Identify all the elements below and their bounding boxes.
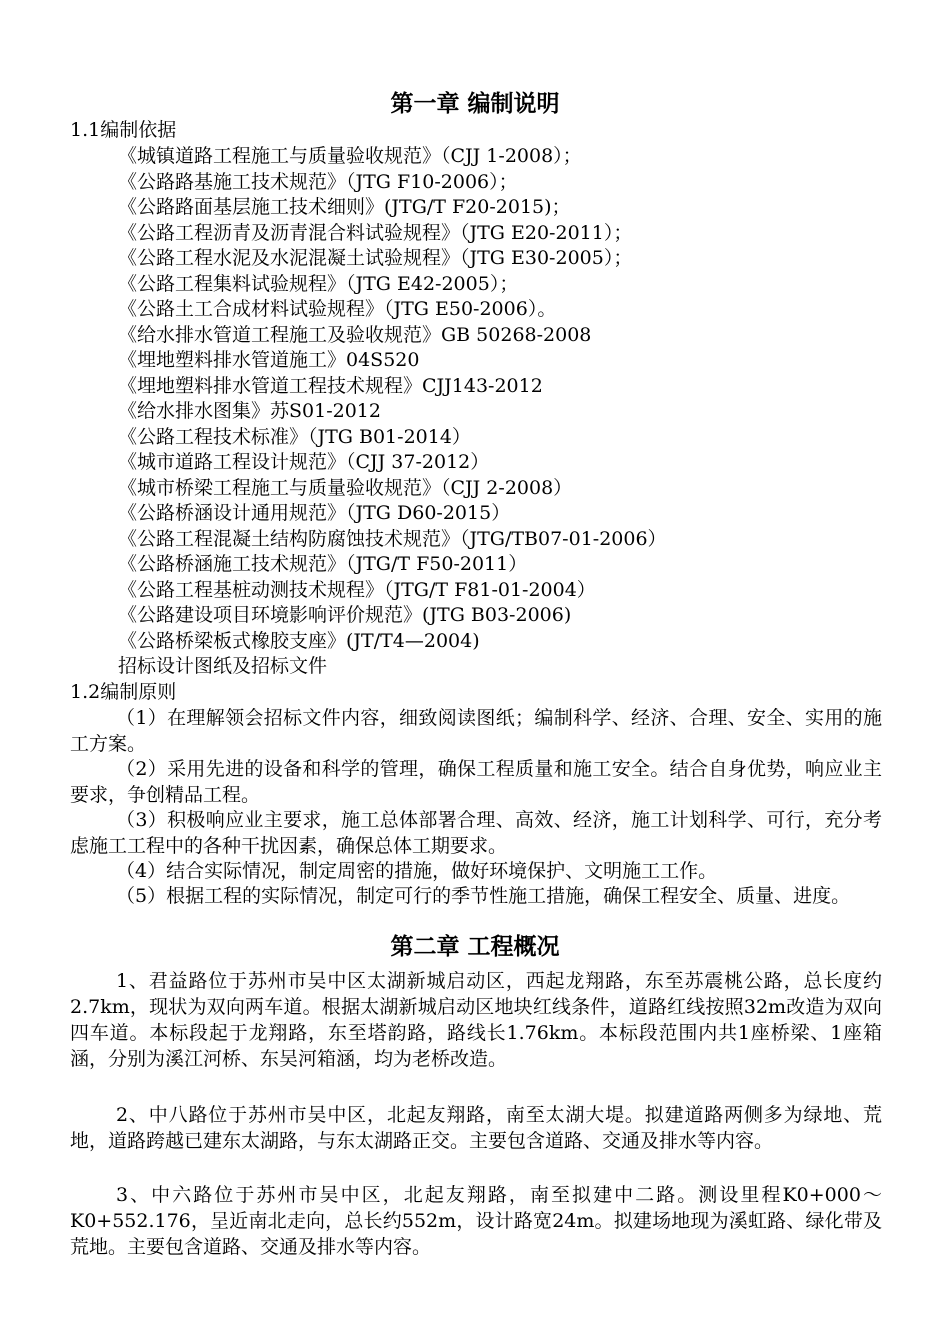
overview-paragraph: 3、中六路位于苏州市吴中区，北起友翔路，南至拟建中二路。测设里程K0+000～K0+552.176，呈近南北走向，总长约552m，设计路宽24m。拟建场地现为溪虹路、绿化带及荒地。主要包含道路、交通及排水等内容。 bbox=[70, 1184, 882, 1258]
reference-item: 《公路土工合成材料试验规程》（JTG E50-2006）。 bbox=[118, 298, 557, 320]
reference-item: 《埋地塑料排水管道工程技术规程》CJJ143-2012 bbox=[118, 375, 543, 397]
reference-item: 《公路桥梁板式橡胶支座》(JT/T4—2004) bbox=[118, 630, 480, 652]
overview-paragraph: 1、君益路位于苏州市吴中区太湖新城启动区，西起龙翔路，东至苏震桃公路，总长度约2.7km，现状为双向两车道。根据太湖新城启动区地块红线条件，道路红线按照32m改造为双向四车道。本标段起于龙翔路，东至塔韵路，路线长1.76km。本标段范围内共1座桥梁、1座箱涵，分别为溪江河桥、东吴河箱涵，均为老桥改造。 bbox=[70, 970, 882, 1070]
reference-item: 《公路桥涵施工技术规范》（JTG/T F50-2011） bbox=[118, 553, 528, 575]
reference-item: 《公路工程水泥及水泥混凝土试验规程》（JTG E30-2005）； bbox=[118, 247, 633, 269]
reference-item: 招标设计图纸及招标文件 bbox=[118, 655, 328, 677]
reference-item: 《公路工程混凝土结构防腐蚀技术规范》（JTG/TB07-01-2006） bbox=[118, 528, 667, 550]
principle-paragraph: （1）在理解领会招标文件内容，细致阅读图纸；编制科学、经济、合理、安全、实用的施工方案。 bbox=[70, 707, 882, 755]
reference-item: 《公路工程沥青及沥青混合料试验规程》（JTG E20-2011）； bbox=[118, 222, 633, 244]
reference-item: 《城市桥梁工程施工与质量验收规范》（CJJ 2-2008） bbox=[118, 477, 573, 499]
chapter-2-title: 第二章 工程概况 bbox=[390, 934, 560, 960]
principle-paragraph: （3）积极响应业主要求，施工总体部署合理、高效、经济，施工计划科学、可行，充分考虑施工工程中的各种干扰因素，确保总体工期要求。 bbox=[70, 809, 882, 857]
reference-item: 《埋地塑料排水管道施工》04S520 bbox=[118, 349, 420, 371]
reference-item: 《城市道路工程设计规范》（CJJ 37-2012） bbox=[118, 451, 490, 473]
reference-item: 《给水排水管道工程施工及验收规范》GB 50268-2008 bbox=[118, 324, 592, 346]
principle-paragraph: （5）根据工程的实际情况，制定可行的季节性施工措施，确保工程安全、质量、进度。 bbox=[116, 885, 851, 907]
reference-item: 《公路路基施工技术规范》（JTG F10-2006）； bbox=[118, 171, 518, 193]
reference-item: 《公路工程技术标准》（JTG B01-2014） bbox=[118, 426, 471, 448]
reference-item: 《公路工程集料试验规程》（JTG E42-2005）； bbox=[118, 273, 519, 295]
overview-paragraph: 2、中八路位于苏州市吴中区，北起友翔路，南至太湖大堤。拟建道路两侧多为绿地、荒地，道路跨越已建东太湖路，与东太湖路正交。主要包含道路、交通及排水等内容。 bbox=[70, 1104, 882, 1152]
principle-paragraph: （4）结合实际情况，制定周密的措施，做好环境保护、文明施工工作。 bbox=[116, 860, 718, 882]
reference-item: 《城镇道路工程施工与质量验收规范》（CJJ 1-2008）； bbox=[118, 145, 582, 167]
reference-item: 《公路建设项目环境影响评价规范》(JTG B03-2006) bbox=[118, 604, 572, 626]
section-1-1-title: 1.1编制依据 bbox=[70, 119, 177, 141]
section-1-2-title: 1.2编制原则 bbox=[70, 681, 177, 703]
reference-item: 《公路桥涵设计通用规范》（JTG D60-2015） bbox=[118, 502, 511, 524]
reference-item: 《公路工程基桩动测技术规程》（JTG/T F81-01-2004） bbox=[118, 579, 596, 601]
chapter-1-title: 第一章 编制说明 bbox=[390, 91, 560, 117]
reference-item: 《公路路面基层施工技术细则》(JTG/T F20-2015)； bbox=[118, 196, 571, 218]
principle-paragraph: （2）采用先进的设备和科学的管理，确保工程质量和施工安全。结合自身优势，响应业主要求，争创精品工程。 bbox=[70, 758, 882, 806]
reference-item: 《给水排水图集》苏S01-2012 bbox=[118, 400, 381, 422]
